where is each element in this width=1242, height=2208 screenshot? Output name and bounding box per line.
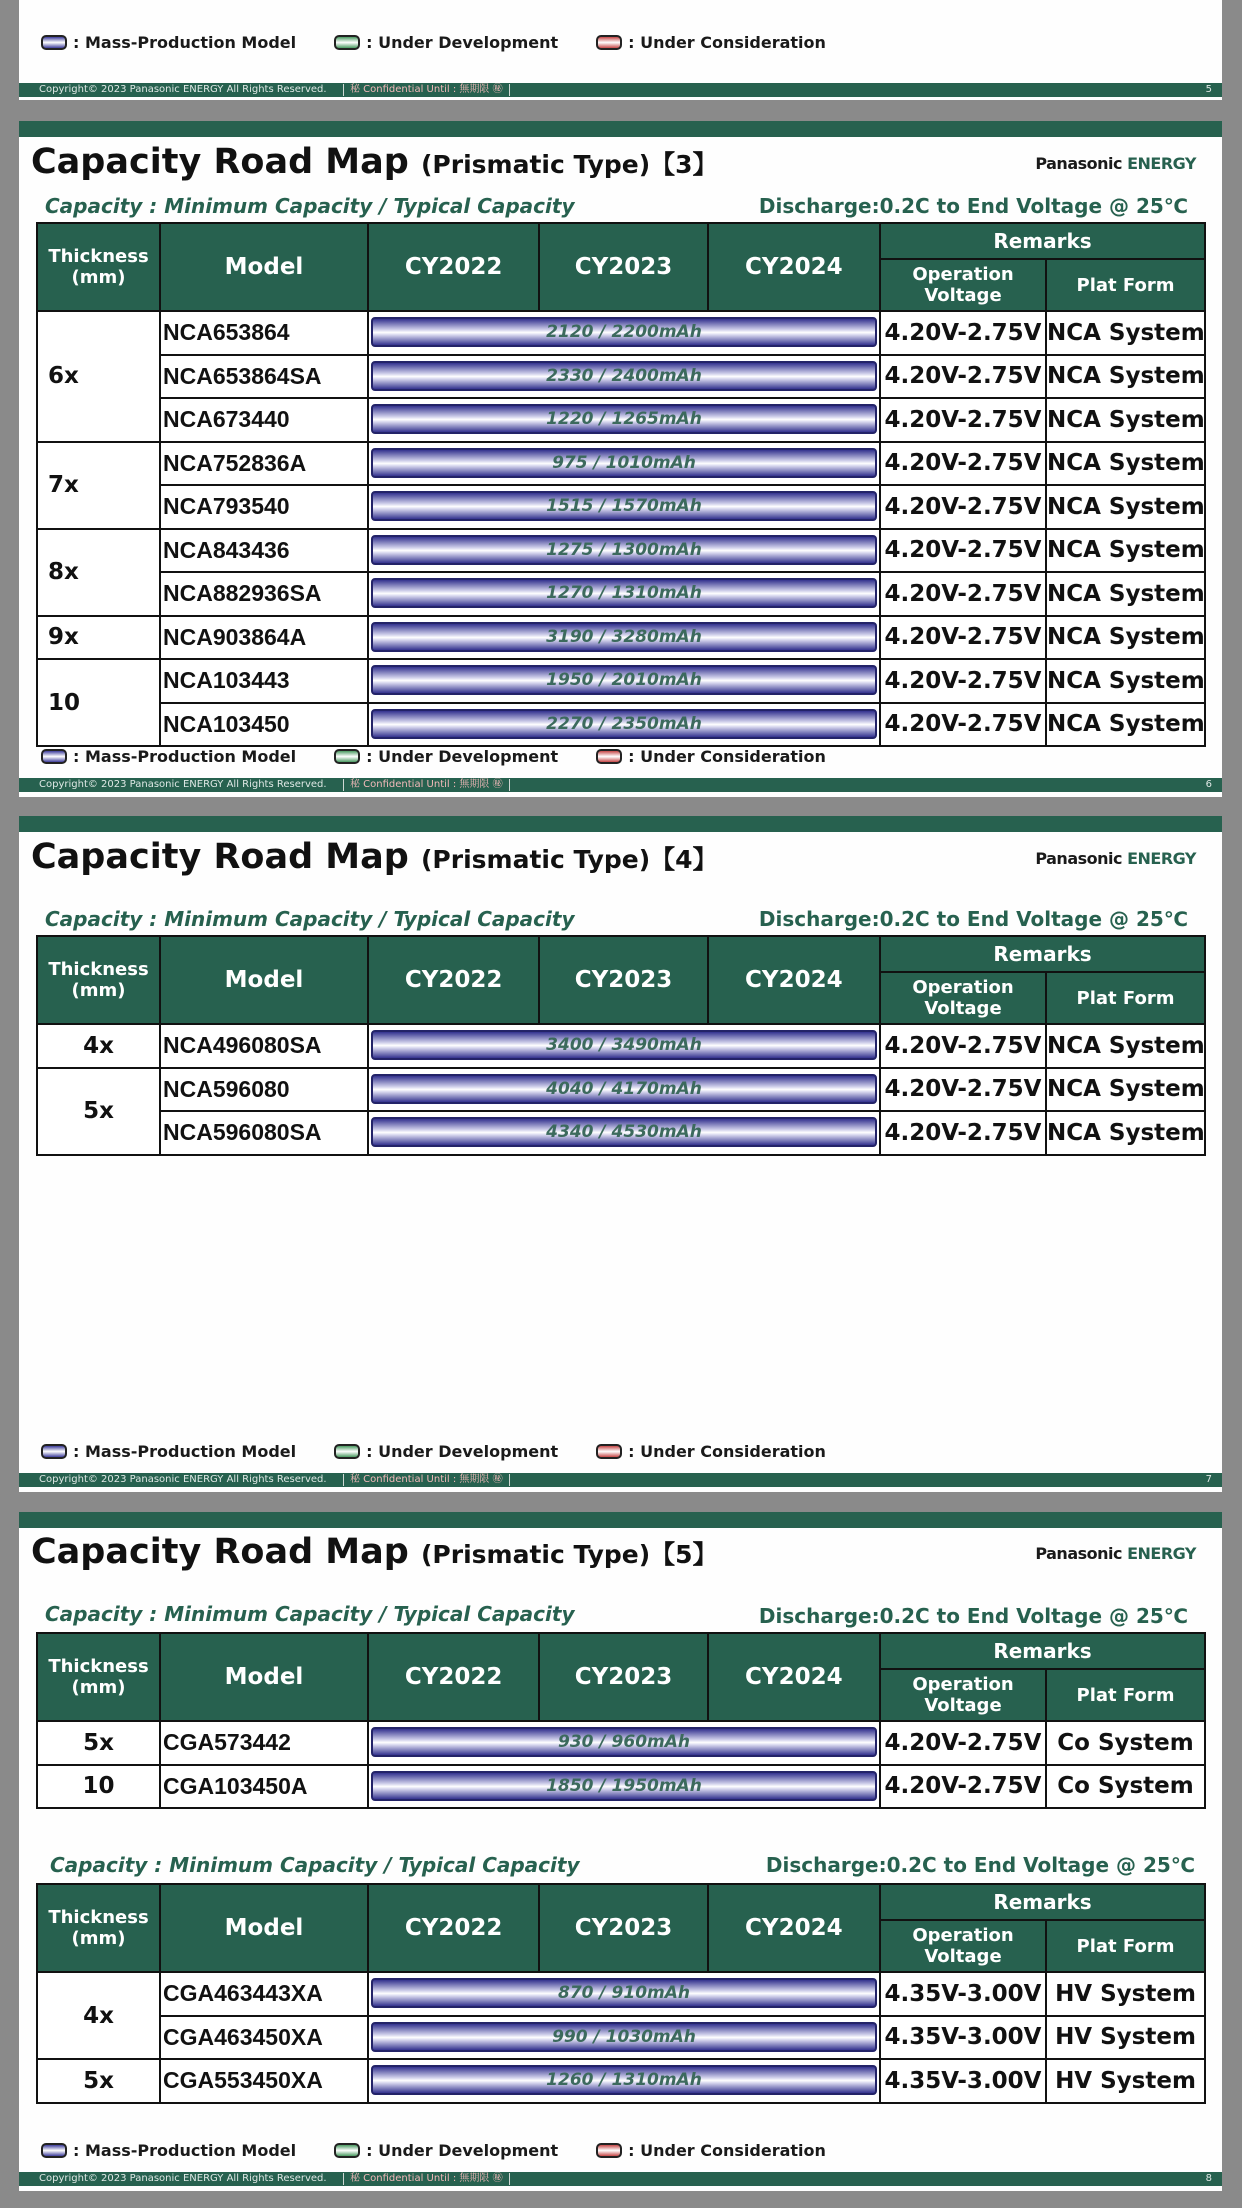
footer (19, 83, 1222, 97)
thickness-header: Thickness (mm) (37, 223, 160, 311)
table-row (37, 398, 1205, 442)
copyright: Copyright© 2023 Panasonic ENERGY All Rights Reserved. (39, 1474, 327, 1485)
mass-production-bar: 975 / 1010mAh (371, 448, 877, 478)
model-cell: NCA793540 (160, 485, 368, 529)
slide-5 (19, 0, 1222, 100)
thickness-cell: 4x (37, 1024, 160, 1068)
platform-cell: NCA System (1046, 311, 1205, 355)
platform-header: Plat Form (1046, 972, 1205, 1024)
confidential-label: 秘 Confidential Until : 無期限 ㊙ (343, 1474, 510, 1486)
panasonic-energy-logo: Panasonic ENERGY (1035, 849, 1196, 868)
mass-production-bar: 4340 / 4530mAh (371, 1117, 877, 1147)
mass-production-bar: 3190 / 3280mAh (371, 622, 877, 652)
mass-production-bar: 1850 / 1950mAh (371, 1771, 877, 1801)
thickness-cell: 7x (37, 442, 160, 529)
title-subtitle: (Prismatic Type)【3】 (421, 150, 718, 179)
platform-cell: NCA System (1046, 1111, 1205, 1155)
under-development-swatch-icon (334, 1444, 360, 1459)
slide-7 (19, 816, 1222, 1492)
legend-cons-label: : Under Consideration (628, 2140, 826, 2160)
capacity-cell (368, 1721, 880, 1765)
legend-cons-label: : Under Consideration (628, 32, 826, 52)
platform-header: Plat Form (1046, 259, 1205, 311)
table-row (37, 1111, 1205, 1155)
cy2023-header: CY2023 (538, 1885, 708, 1971)
platform-cell: Co System (1046, 1765, 1205, 1809)
slide-6 (19, 121, 1222, 797)
cy2024-header: CY2024 (745, 254, 843, 280)
table-row (37, 616, 1205, 660)
mass-production-swatch-icon (41, 1444, 67, 1459)
platform-cell: NCA System (1046, 1024, 1205, 1068)
footer (19, 1473, 1222, 1487)
capacity-cell (368, 1972, 880, 2016)
remarks-header: Remarks (880, 1633, 1205, 1669)
table-row (37, 1024, 1205, 1068)
platform-cell: NCA System (1046, 355, 1205, 399)
table-row (37, 1972, 1205, 2016)
capacity-cell (368, 659, 880, 703)
confidential-label: 秘 Confidential Until : 無期限 ㊙ (343, 84, 510, 96)
model-cell: NCA882936SA (160, 572, 368, 616)
mass-production-bar: 1270 / 1310mAh (371, 578, 877, 608)
roadmap-table-co (36, 1632, 1206, 1809)
platform-cell: HV System (1046, 1972, 1205, 2016)
roadmap-table-hv (36, 1883, 1206, 2104)
table-row (37, 485, 1205, 529)
roadmap-table (36, 935, 1206, 1156)
table-row (37, 355, 1205, 399)
capacity-cell (368, 355, 880, 399)
capacity-cell (368, 616, 880, 660)
voltage-cell: 4.20V-2.75V (880, 1068, 1046, 1112)
remarks-header: Remarks (880, 936, 1205, 972)
thickness-cell: 10 (37, 1765, 160, 1809)
legend-cons-label: : Under Consideration (628, 1441, 826, 1461)
legend (41, 1440, 864, 1462)
table-row (37, 1765, 1205, 1809)
thickness-cell: 4x (37, 1972, 160, 2059)
model-cell: CGA463450XA (160, 2016, 368, 2060)
footer (19, 778, 1222, 792)
operation-voltage-header: Operation Voltage (880, 1669, 1046, 1721)
legend-dev-label: : Under Development (366, 32, 559, 52)
voltage-cell: 4.20V-2.75V (880, 311, 1046, 355)
model-cell: NCA673440 (160, 398, 368, 442)
operation-voltage-header: Operation Voltage (880, 1920, 1046, 1972)
legend-mass-label: : Mass-Production Model (73, 1441, 297, 1461)
capacity-caption: Capacity : Minimum Capacity / Typical Capacity (45, 194, 575, 218)
voltage-cell: 4.20V-2.75V (880, 442, 1046, 486)
model-cell: NCA653864SA (160, 355, 368, 399)
capacity-cell (368, 442, 880, 486)
table-row (37, 703, 1205, 747)
table-row (37, 2016, 1205, 2060)
cy2022-header: CY2022 (404, 254, 503, 280)
voltage-cell: 4.20V-2.75V (880, 1721, 1046, 1765)
thickness-cell: 10 (37, 659, 160, 746)
slide-top-bar (19, 1512, 1222, 1528)
slide-top-bar (19, 121, 1222, 137)
capacity-cell (368, 529, 880, 573)
under-consideration-swatch-icon (596, 1444, 622, 1459)
capacity-caption: Capacity : Minimum Capacity / Typical Capacity (45, 907, 575, 931)
voltage-cell: 4.20V-2.75V (880, 1111, 1046, 1155)
model-cell: NCA653864 (160, 311, 368, 355)
copyright: Copyright© 2023 Panasonic ENERGY All Rights Reserved. (39, 779, 327, 790)
capacity-cell (368, 572, 880, 616)
thickness-header: Thickness (mm) (37, 1884, 160, 1972)
confidential-label: 秘 Confidential Until : 無期限 ㊙ (343, 2173, 510, 2185)
voltage-cell: 4.35V-3.00V (880, 2016, 1046, 2060)
mass-production-bar: 2270 / 2350mAh (371, 709, 877, 739)
model-cell: NCA903864A (160, 616, 368, 660)
voltage-cell: 4.20V-2.75V (880, 616, 1046, 660)
title-text: Capacity Road Map (31, 142, 409, 182)
voltage-cell: 4.20V-2.75V (880, 659, 1046, 703)
model-cell: CGA573442 (160, 1721, 368, 1765)
confidential-label: 秘 Confidential Until : 無期限 ㊙ (343, 779, 510, 791)
model-cell: NCA103443 (160, 659, 368, 703)
legend (41, 31, 864, 53)
capacity-cell (368, 703, 880, 747)
cy2023-header: CY2023 (538, 1634, 708, 1720)
legend-dev-label: : Under Development (366, 746, 559, 766)
thickness-header: Thickness (mm) (37, 936, 160, 1024)
roadmap-table (36, 222, 1206, 747)
legend-mass-label: : Mass-Production Model (73, 746, 297, 766)
slide-8 (19, 1512, 1222, 2191)
remarks-header: Remarks (880, 1884, 1205, 1920)
mass-production-bar: 870 / 910mAh (371, 1978, 877, 2008)
cy2024-header: CY2024 (745, 1664, 843, 1690)
cy2023-header: CY2023 (538, 224, 708, 310)
under-development-swatch-icon (334, 35, 360, 50)
capacity-caption: Capacity : Minimum Capacity / Typical Capacity (50, 1853, 580, 1877)
voltage-cell: 4.20V-2.75V (880, 703, 1046, 747)
thickness-cell: 5x (37, 1721, 160, 1765)
capacity-cell (368, 311, 880, 355)
copyright: Copyright© 2023 Panasonic ENERGY All Rights Reserved. (39, 84, 327, 95)
footer (19, 2172, 1222, 2186)
platform-cell: NCA System (1046, 442, 1205, 486)
cy2022-header: CY2022 (404, 1664, 503, 1690)
thickness-header: Thickness (mm) (37, 1633, 160, 1721)
platform-cell: NCA System (1046, 659, 1205, 703)
mass-production-bar: 3400 / 3490mAh (371, 1030, 877, 1060)
platform-cell: HV System (1046, 2016, 1205, 2060)
platform-cell: NCA System (1046, 398, 1205, 442)
platform-cell: NCA System (1046, 616, 1205, 660)
voltage-cell: 4.35V-3.00V (880, 1972, 1046, 2016)
copyright: Copyright© 2023 Panasonic ENERGY All Rights Reserved. (39, 2173, 327, 2184)
discharge-caption: Discharge:0.2C to End Voltage @ 25℃ (758, 194, 1188, 218)
mass-production-bar: 990 / 1030mAh (371, 2022, 877, 2052)
table-row (37, 1068, 1205, 1112)
cy2022-header: CY2022 (404, 967, 503, 993)
table-row (37, 659, 1205, 703)
under-consideration-swatch-icon (596, 2143, 622, 2158)
model-header: Model (160, 936, 368, 1024)
model-cell: NCA752836A (160, 442, 368, 486)
model-cell: CGA103450A (160, 1765, 368, 1809)
panasonic-energy-logo: Panasonic ENERGY (1035, 154, 1196, 173)
page-number: 5 (1205, 84, 1212, 95)
mass-production-swatch-icon (41, 35, 67, 50)
thickness-cell: 8x (37, 529, 160, 616)
years-header (368, 936, 880, 1024)
panasonic-energy-logo: Panasonic ENERGY (1035, 1544, 1196, 1563)
operation-voltage-header: Operation Voltage (880, 972, 1046, 1024)
platform-header: Plat Form (1046, 1669, 1205, 1721)
mass-production-bar: 1515 / 1570mAh (371, 491, 877, 521)
platform-cell: NCA System (1046, 572, 1205, 616)
legend-mass-label: : Mass-Production Model (73, 2140, 297, 2160)
table-row (37, 2059, 1205, 2103)
remarks-header: Remarks (880, 223, 1205, 259)
voltage-cell: 4.20V-2.75V (880, 529, 1046, 573)
table-row (37, 311, 1205, 355)
capacity-cell (368, 1765, 880, 1809)
model-cell: NCA596080SA (160, 1111, 368, 1155)
capacity-cell (368, 2059, 880, 2103)
voltage-cell: 4.20V-2.75V (880, 485, 1046, 529)
title-text: Capacity Road Map (31, 1532, 409, 1572)
page-number: 6 (1205, 779, 1212, 790)
page-title (31, 1532, 718, 1572)
under-development-swatch-icon (334, 2143, 360, 2158)
mass-production-swatch-icon (41, 749, 67, 764)
platform-cell: NCA System (1046, 529, 1205, 573)
mass-production-bar: 1275 / 1300mAh (371, 535, 877, 565)
table-row (37, 442, 1205, 486)
thickness-cell: 9x (37, 616, 160, 660)
capacity-cell (368, 1024, 880, 1068)
voltage-cell: 4.20V-2.75V (880, 398, 1046, 442)
legend (41, 745, 864, 767)
mass-production-bar: 4040 / 4170mAh (371, 1074, 877, 1104)
under-consideration-swatch-icon (596, 35, 622, 50)
table-row (37, 529, 1205, 573)
voltage-cell: 4.20V-2.75V (880, 1765, 1046, 1809)
model-cell: NCA596080 (160, 1068, 368, 1112)
voltage-cell: 4.20V-2.75V (880, 355, 1046, 399)
capacity-cell (368, 1111, 880, 1155)
years-header (368, 1633, 880, 1721)
page-title (31, 142, 718, 182)
model-header: Model (160, 1884, 368, 1972)
cy2024-header: CY2024 (745, 1915, 843, 1941)
voltage-cell: 4.35V-3.00V (880, 2059, 1046, 2103)
discharge-caption: Discharge:0.2C to End Voltage @ 25℃ (758, 907, 1188, 931)
model-cell: NCA496080SA (160, 1024, 368, 1068)
platform-cell: NCA System (1046, 1068, 1205, 1112)
title-subtitle: (Prismatic Type)【4】 (421, 845, 718, 874)
cy2024-header: CY2024 (745, 967, 843, 993)
platform-header: Plat Form (1046, 1920, 1205, 1972)
platform-cell: NCA System (1046, 703, 1205, 747)
platform-cell: HV System (1046, 2059, 1205, 2103)
model-cell: NCA843436 (160, 529, 368, 573)
years-header (368, 1884, 880, 1972)
model-cell: CGA463443XA (160, 1972, 368, 2016)
model-header: Model (160, 223, 368, 311)
legend-cons-label: : Under Consideration (628, 746, 826, 766)
capacity-cell (368, 398, 880, 442)
discharge-caption: Discharge:0.2C to End Voltage @ 25℃ (758, 1604, 1188, 1628)
thickness-cell: 6x (37, 311, 160, 442)
cy2022-header: CY2022 (404, 1915, 503, 1941)
platform-cell: Co System (1046, 1721, 1205, 1765)
mass-production-bar: 1260 / 1310mAh (371, 2065, 877, 2095)
capacity-cell (368, 2016, 880, 2060)
platform-cell: NCA System (1046, 485, 1205, 529)
title-text: Capacity Road Map (31, 837, 409, 877)
capacity-cell (368, 485, 880, 529)
thickness-cell: 5x (37, 1068, 160, 1155)
page-number: 7 (1205, 1474, 1212, 1485)
discharge-caption: Discharge:0.2C to End Voltage @ 25℃ (765, 1853, 1195, 1877)
operation-voltage-header: Operation Voltage (880, 259, 1046, 311)
under-development-swatch-icon (334, 749, 360, 764)
table-row (37, 1721, 1205, 1765)
cy2023-header: CY2023 (538, 937, 708, 1023)
legend-dev-label: : Under Development (366, 1441, 559, 1461)
mass-production-bar: 1950 / 2010mAh (371, 665, 877, 695)
page-number: 8 (1205, 2173, 1212, 2184)
capacity-cell (368, 1068, 880, 1112)
model-header: Model (160, 1633, 368, 1721)
years-header (368, 223, 880, 311)
legend-dev-label: : Under Development (366, 2140, 559, 2160)
model-cell: NCA103450 (160, 703, 368, 747)
slide-top-bar (19, 816, 1222, 832)
voltage-cell: 4.20V-2.75V (880, 572, 1046, 616)
mass-production-bar: 2330 / 2400mAh (371, 361, 877, 391)
mass-production-bar: 1220 / 1265mAh (371, 404, 877, 434)
table-row (37, 572, 1205, 616)
title-subtitle: (Prismatic Type)【5】 (421, 1540, 718, 1569)
mass-production-swatch-icon (41, 2143, 67, 2158)
legend-mass-label: : Mass-Production Model (73, 32, 297, 52)
mass-production-bar: 930 / 960mAh (371, 1727, 877, 1757)
legend (41, 2139, 864, 2161)
model-cell: CGA553450XA (160, 2059, 368, 2103)
capacity-caption: Capacity : Minimum Capacity / Typical Capacity (45, 1602, 575, 1626)
page-title (31, 837, 718, 877)
voltage-cell: 4.20V-2.75V (880, 1024, 1046, 1068)
thickness-cell: 5x (37, 2059, 160, 2103)
under-consideration-swatch-icon (596, 749, 622, 764)
mass-production-bar: 2120 / 2200mAh (371, 317, 877, 347)
